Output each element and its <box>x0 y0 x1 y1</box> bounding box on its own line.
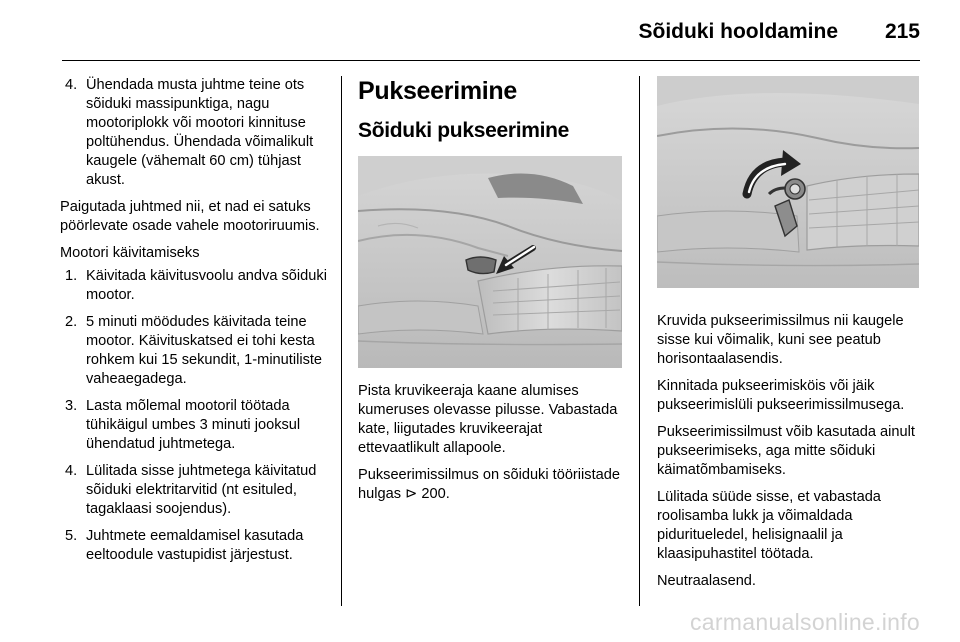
list-item-number: 4. <box>65 463 78 479</box>
paragraph-cables: Paigutada juhtmed nii, et nad ei satuks pöörlevate osade vahele mootoriruumis. <box>60 199 320 234</box>
column-divider-1 <box>341 76 342 606</box>
list-item <box>60 462 328 519</box>
paragraph-remove-cover: Pista kruvikeeraja kaane alumises kumeruses olevasse pilusse. Vabastada kate, liigutades kruvikeerajat ettevaatlikult allapoole. <box>358 383 618 456</box>
towing-eye-illustration <box>657 76 919 288</box>
list-item-text: Juhtmete eemaldamisel kasutada eeltoodule vastupidist järjestust. <box>86 528 304 563</box>
column-1 <box>60 76 328 573</box>
paragraph-screw-in: Kruvida pukseerimissilmus nii kaugele sisse kui võimalik, kuni see peatub horisontaalasendis. <box>657 313 904 367</box>
car-front-illustration <box>358 156 622 368</box>
list-item-text: 5 minuti möödudes käivitada teine mootor. Käivituskatsed ei tohi kesta rohkem kui 15 sekundit, 1-minutiliste vaheaegadega. <box>86 314 323 387</box>
section-heading: Pukseerimine <box>358 77 517 105</box>
list-item-number: 1. <box>65 268 78 284</box>
column-3 <box>657 76 921 599</box>
start-steps-list <box>60 267 328 565</box>
list-item-text: Lülitada sisse juhtmetega käivitatud sõiduki elektritarvitid (nt esituled, tagaklaasi soojendus). <box>86 463 317 517</box>
paragraph-attach-rope: Kinnitada pukseerimisköis või jäik pukseerimislüli pukseerimissilmusega. <box>657 378 905 413</box>
list-item <box>60 397 328 454</box>
paragraph-usage-note: Pukseerimissilmust võib kasutada ainult pukseerimiseks, aga mitte sõiduki käimatõmbamiseks. <box>657 424 915 478</box>
list-item <box>60 527 328 565</box>
page-header <box>62 14 920 60</box>
page-reference-link[interactable]: 200. <box>421 486 450 502</box>
list-item-number: 4. <box>65 77 78 93</box>
item-list-continued <box>60 76 328 190</box>
paragraph-neutral: Neutraalasend. <box>657 573 756 589</box>
list-item-text: Lasta mõlemal mootoril töötada tühikäigul umbes 3 minuti jooksul ühendatud juhtmetega. <box>86 398 301 452</box>
watermark: carmanualsonline.info <box>689 609 920 635</box>
column-2 <box>358 76 624 512</box>
list-item-text: Käivitada käivitusvoolu andva sõiduki mootor. <box>86 268 327 303</box>
column-divider-2 <box>639 76 640 606</box>
subsection-heading: Sõiduki pukseerimine <box>358 119 570 142</box>
section-title: Sõiduki hooldamine <box>638 20 838 43</box>
page-ref-arrow-icon: ⊳ <box>405 486 418 502</box>
page-number: 215 <box>884 20 920 43</box>
list-item <box>60 76 328 190</box>
list-item <box>60 267 328 305</box>
paragraph-ignition: Lülitada süüde sisse, et vabastada roolisamba lukk ja võimaldada piduritueledel, helisignaalil ja klaasipuhastitel töötada. <box>657 489 881 562</box>
list-item-number: 5. <box>65 528 78 544</box>
figure-screw-in-towing-eye <box>657 76 919 288</box>
list-item-number: 3. <box>65 398 78 414</box>
list-item-text: Ühendada musta juhtme teine ots sõiduki massipunktiga, nagu mootoriplokk või mootori kinnituse poltühendus. Ühendada võimalikult kaugele (vähemalt 60 cm) tühjast akust. <box>86 77 314 188</box>
figure-towing-eye-cover <box>358 156 622 368</box>
paragraph-text: Pukseerimissilmus on sõiduki tööriistade hulgas <box>358 467 620 502</box>
header-rule <box>62 60 920 61</box>
paragraph-start-title: Mootori käivitamiseks <box>60 245 200 261</box>
paragraph-tow-eye-location <box>358 466 624 504</box>
list-item-number: 2. <box>65 314 78 330</box>
list-item <box>60 313 328 389</box>
